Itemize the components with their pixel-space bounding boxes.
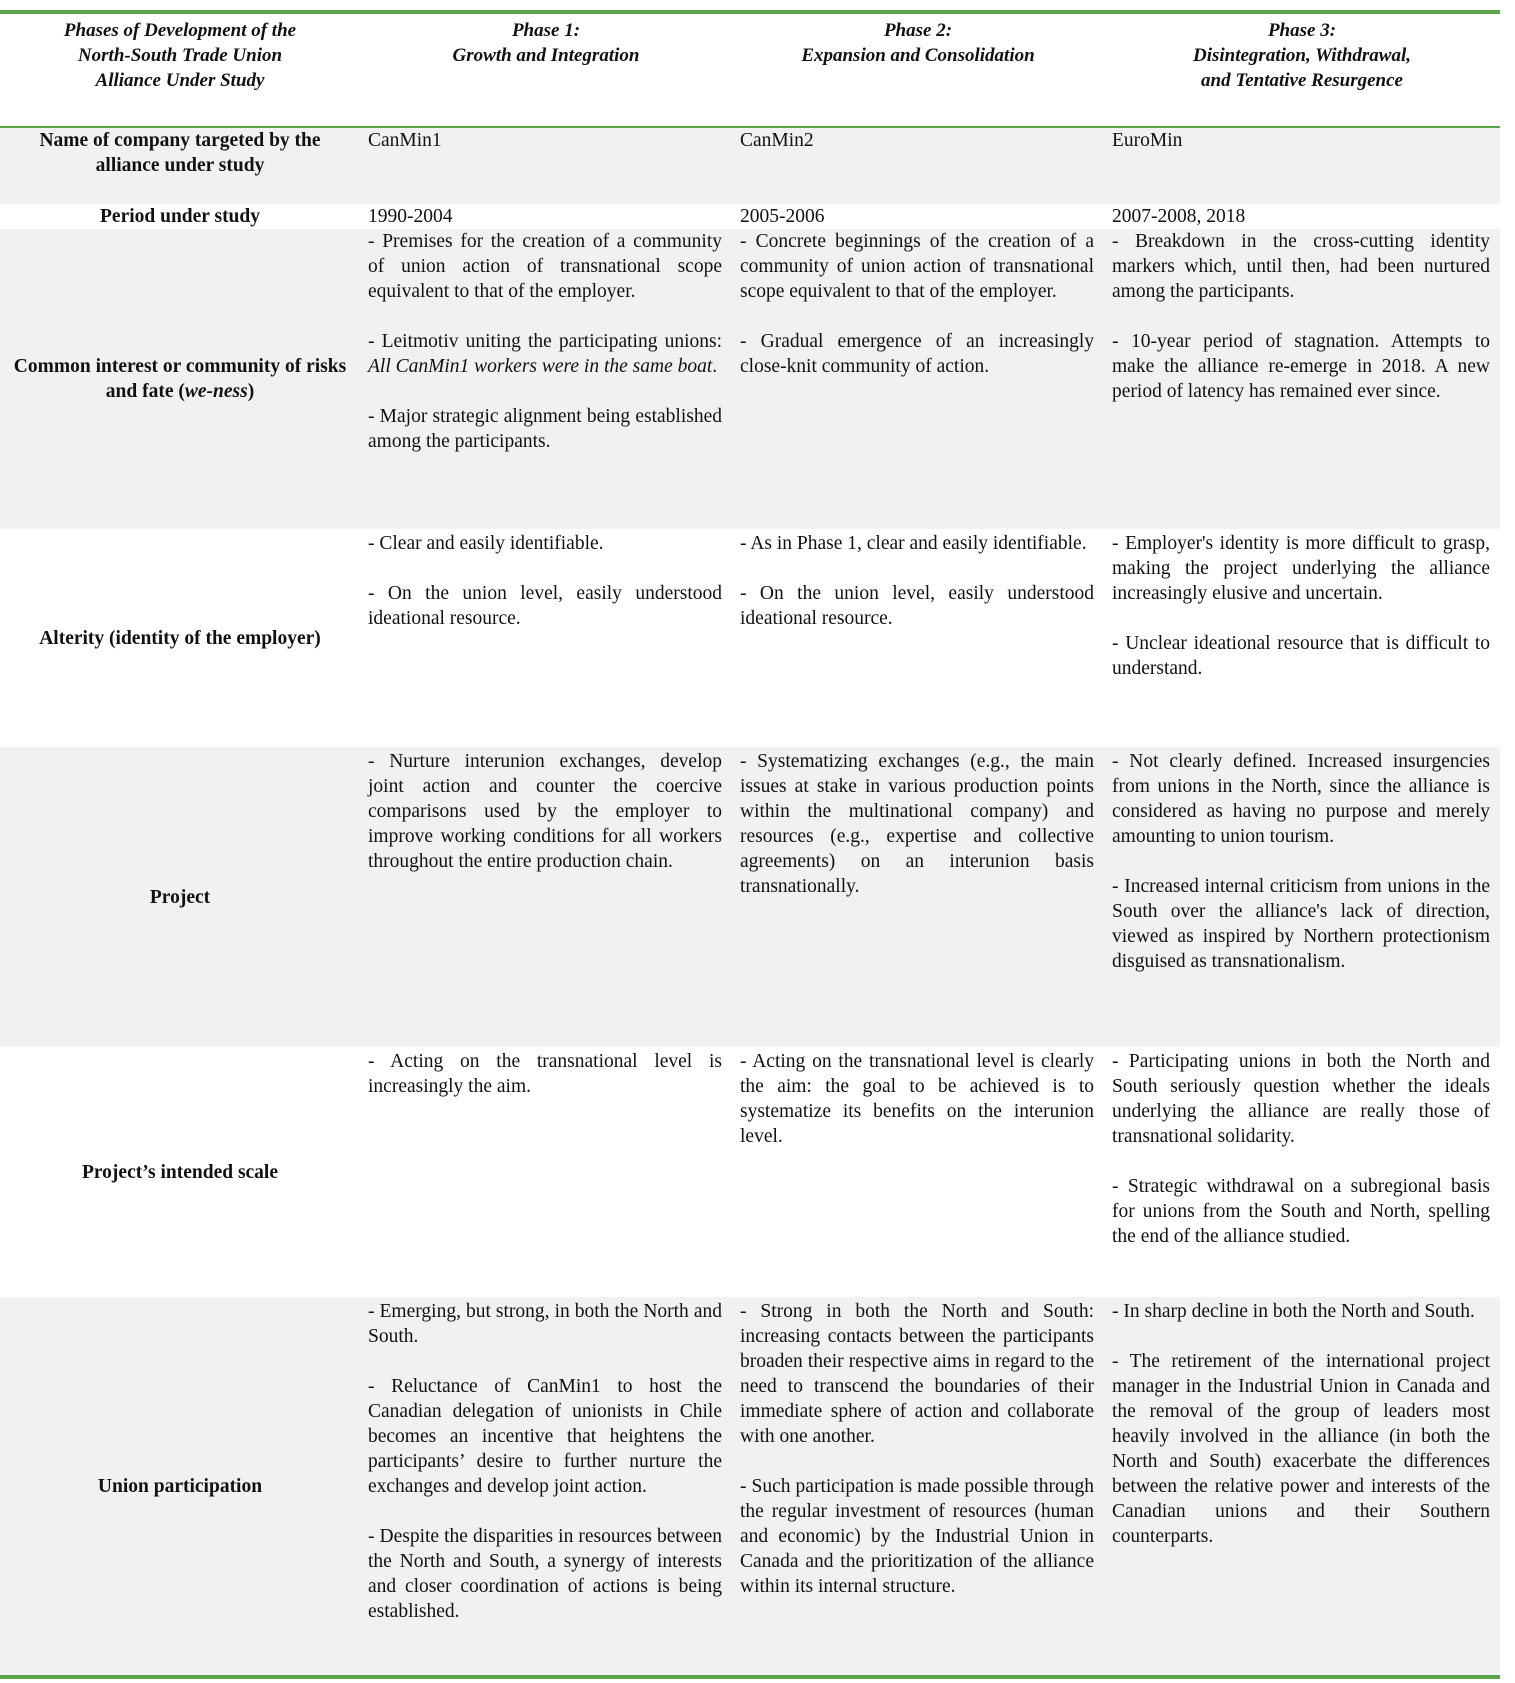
cell-period-phase-3: 2007-2008, 2018 [1112, 206, 1246, 227]
row-project [0, 747, 1500, 1047]
text: . [712, 356, 718, 377]
cell-common-phase-2 [732, 229, 1104, 529]
row-period [0, 204, 1500, 229]
paragraph: - Acting on the transnational level is increasingly the aim. [368, 1051, 722, 1097]
cell-company-phase-3: EuroMin [1112, 130, 1183, 151]
paragraph: - Breakdown in the cross-cutting identity markers which, until then, had been nurtured among the participants. [1112, 231, 1490, 302]
row-label-common-c: ) [247, 381, 255, 402]
cell-union-phase-2 [732, 1297, 1104, 1675]
paragraph: - Increased internal criticism from unions in the South over the alliance's lack of direction, viewed as inspired by Northern protectionism disguised as transnationalism. [1112, 876, 1490, 972]
row-label-alterity: Alterity (identity of the employer) [39, 627, 321, 649]
comparison-table [0, 10, 1500, 1679]
paragraph: - On the union level, easily understood ideational resource. [368, 583, 722, 629]
row-label-project-scale: Project’s intended scale [81, 1161, 279, 1183]
paragraph: - Acting on the transnational level is clearly the aim: the goal to be achieved is to systematize its benefits on the interunion level. [740, 1051, 1094, 1147]
row-alterity [0, 529, 1500, 747]
cell-project-phase-1 [360, 747, 732, 1047]
row-label-common-interest [0, 229, 360, 529]
header-phase-2: Phase 2: Expansion and Consolidation [801, 20, 1035, 66]
paragraph: - Reluctance of CanMin1 to host the Canadian delegation of unionists in Chile becomes an incentive that heightens the participants’ desire to further nurture the exchanges and develop joint action. [368, 1376, 722, 1497]
paragraph: - In sharp decline in both the North and South. [1112, 1301, 1475, 1322]
row-label-company: Name of company targeted by the alliance under study [39, 130, 321, 176]
cell-common-phase-3 [1104, 229, 1500, 529]
paragraph: - 10-year period of stagnation. Attempts to make the alliance re-emerge in 2018. A new period of latency has remained ever since. [1112, 331, 1490, 402]
paragraph: - Clear and easily identifiable. [368, 533, 604, 554]
cell-project-phase-3 [1104, 747, 1500, 1047]
paragraph [368, 329, 722, 379]
cell-union-phase-3 [1104, 1297, 1500, 1675]
cell-scale-phase-3 [1104, 1047, 1500, 1297]
row-label-project: Project [149, 886, 211, 908]
cell-alterity-phase-3 [1104, 529, 1500, 747]
cell-scale-phase-2 [732, 1047, 1104, 1297]
cell-scale-phase-1 [360, 1047, 732, 1297]
row-project-scale [0, 1047, 1500, 1297]
cell-project-phase-2 [732, 747, 1104, 1047]
cell-common-phase-1 [360, 229, 732, 529]
row-company [0, 128, 1500, 204]
row-label-common-a: Common interest or community of risks and fate ( [13, 356, 347, 402]
paragraph: - Despite the disparities in resources between the North and South, a synergy of interests and closer coordination of actions is being established. [368, 1526, 722, 1622]
text: - Leitmotiv uniting the participating unions: [368, 331, 722, 352]
cell-period-phase-1: 1990-2004 [368, 206, 453, 227]
cell-union-phase-1 [360, 1297, 732, 1675]
paragraph: - The retirement of the international project manager in the Industrial Union in Canada and the removal of the group of leaders most heavily involved in the alliance (in both the North and South) exacerbate the differences between the relative power and interests of the Canadian unions and their Southern counterparts. [1112, 1351, 1490, 1547]
row-label-union-participation: Union participation [97, 1475, 263, 1497]
paragraph: - Not clearly defined. Increased insurgencies from unions in the North, since the alliance is considered as having no purpose and merely amounting to union tourism. [1112, 751, 1490, 847]
paragraph: - On the union level, easily understood ideational resource. [740, 583, 1094, 629]
cell-company-phase-2: CanMin2 [740, 130, 814, 151]
row-union-participation [0, 1297, 1500, 1675]
cell-alterity-phase-2 [732, 529, 1104, 747]
italic-text: All CanMin1 workers were in the same boat [368, 356, 713, 377]
paragraph: - Participating unions in both the North and South seriously question whether the ideals underlying the alliance are really those of transnational solidarity. [1112, 1051, 1490, 1147]
paragraph: - Unclear ideational resource that is difficult to understand. [1112, 633, 1490, 679]
header-phases-label: Phases of Development of the North-South Trade Union Alliance Under Study [63, 20, 297, 91]
paragraph: - Concrete beginnings of the creation of a community of union action of transnational scope equivalent to that of the employer. [740, 231, 1094, 302]
paragraph: - Emerging, but strong, in both the North and South. [368, 1301, 722, 1347]
row-label-period: Period under study [100, 206, 260, 227]
paragraph: - Strategic withdrawal on a subregional basis for unions from the South and North, spelling the end of the alliance studied. [1112, 1176, 1490, 1247]
row-label-common-b: we-ness [184, 381, 248, 402]
paragraph: - Such participation is made possible through the regular investment of resources (human and economic) by the Industrial Union in Canada and the prioritization of the alliance within its internal structure. [740, 1476, 1094, 1597]
cell-alterity-phase-1 [360, 529, 732, 747]
table-header [0, 14, 1500, 128]
cell-company-phase-1: CanMin1 [368, 130, 442, 151]
paragraph: - Premises for the creation of a community of union action of transnational scope equivalent to that of the employer. [368, 231, 722, 302]
paragraph: - As in Phase 1, clear and easily identifiable. [740, 533, 1087, 554]
paragraph: - Strong in both the North and South: increasing contacts between the participants broaden their respective aims in regard to the need to transcend the boundaries of their immediate sphere of action and collaborate with one another. [740, 1301, 1094, 1447]
row-common-interest [0, 229, 1500, 529]
cell-period-phase-2: 2005-2006 [740, 206, 825, 227]
paragraph: - Nurture interunion exchanges, develop joint action and counter the coercive comparisons used by the employer to improve working conditions for all workers throughout the entire production chain. [368, 751, 722, 872]
header-phase-3: Phase 3: Disintegration, Withdrawal, and Tentative Resurgence [1192, 20, 1412, 91]
paragraph: - Systematizing exchanges (e.g., the main issues at stake in various production points within the multinational company) and resources (e.g., expertise and collective agreements) on an interunion basis transnationally. [740, 751, 1094, 897]
paragraph: - Employer's identity is more difficult to grasp, making the project underlying the alliance increasingly elusive and uncertain. [1112, 533, 1490, 604]
paragraph: - Major strategic alignment being established among the participants. [368, 406, 722, 452]
paragraph: - Gradual emergence of an increasingly close-knit community of action. [740, 331, 1094, 377]
header-phase-1: Phase 1: Growth and Integration [452, 20, 640, 66]
